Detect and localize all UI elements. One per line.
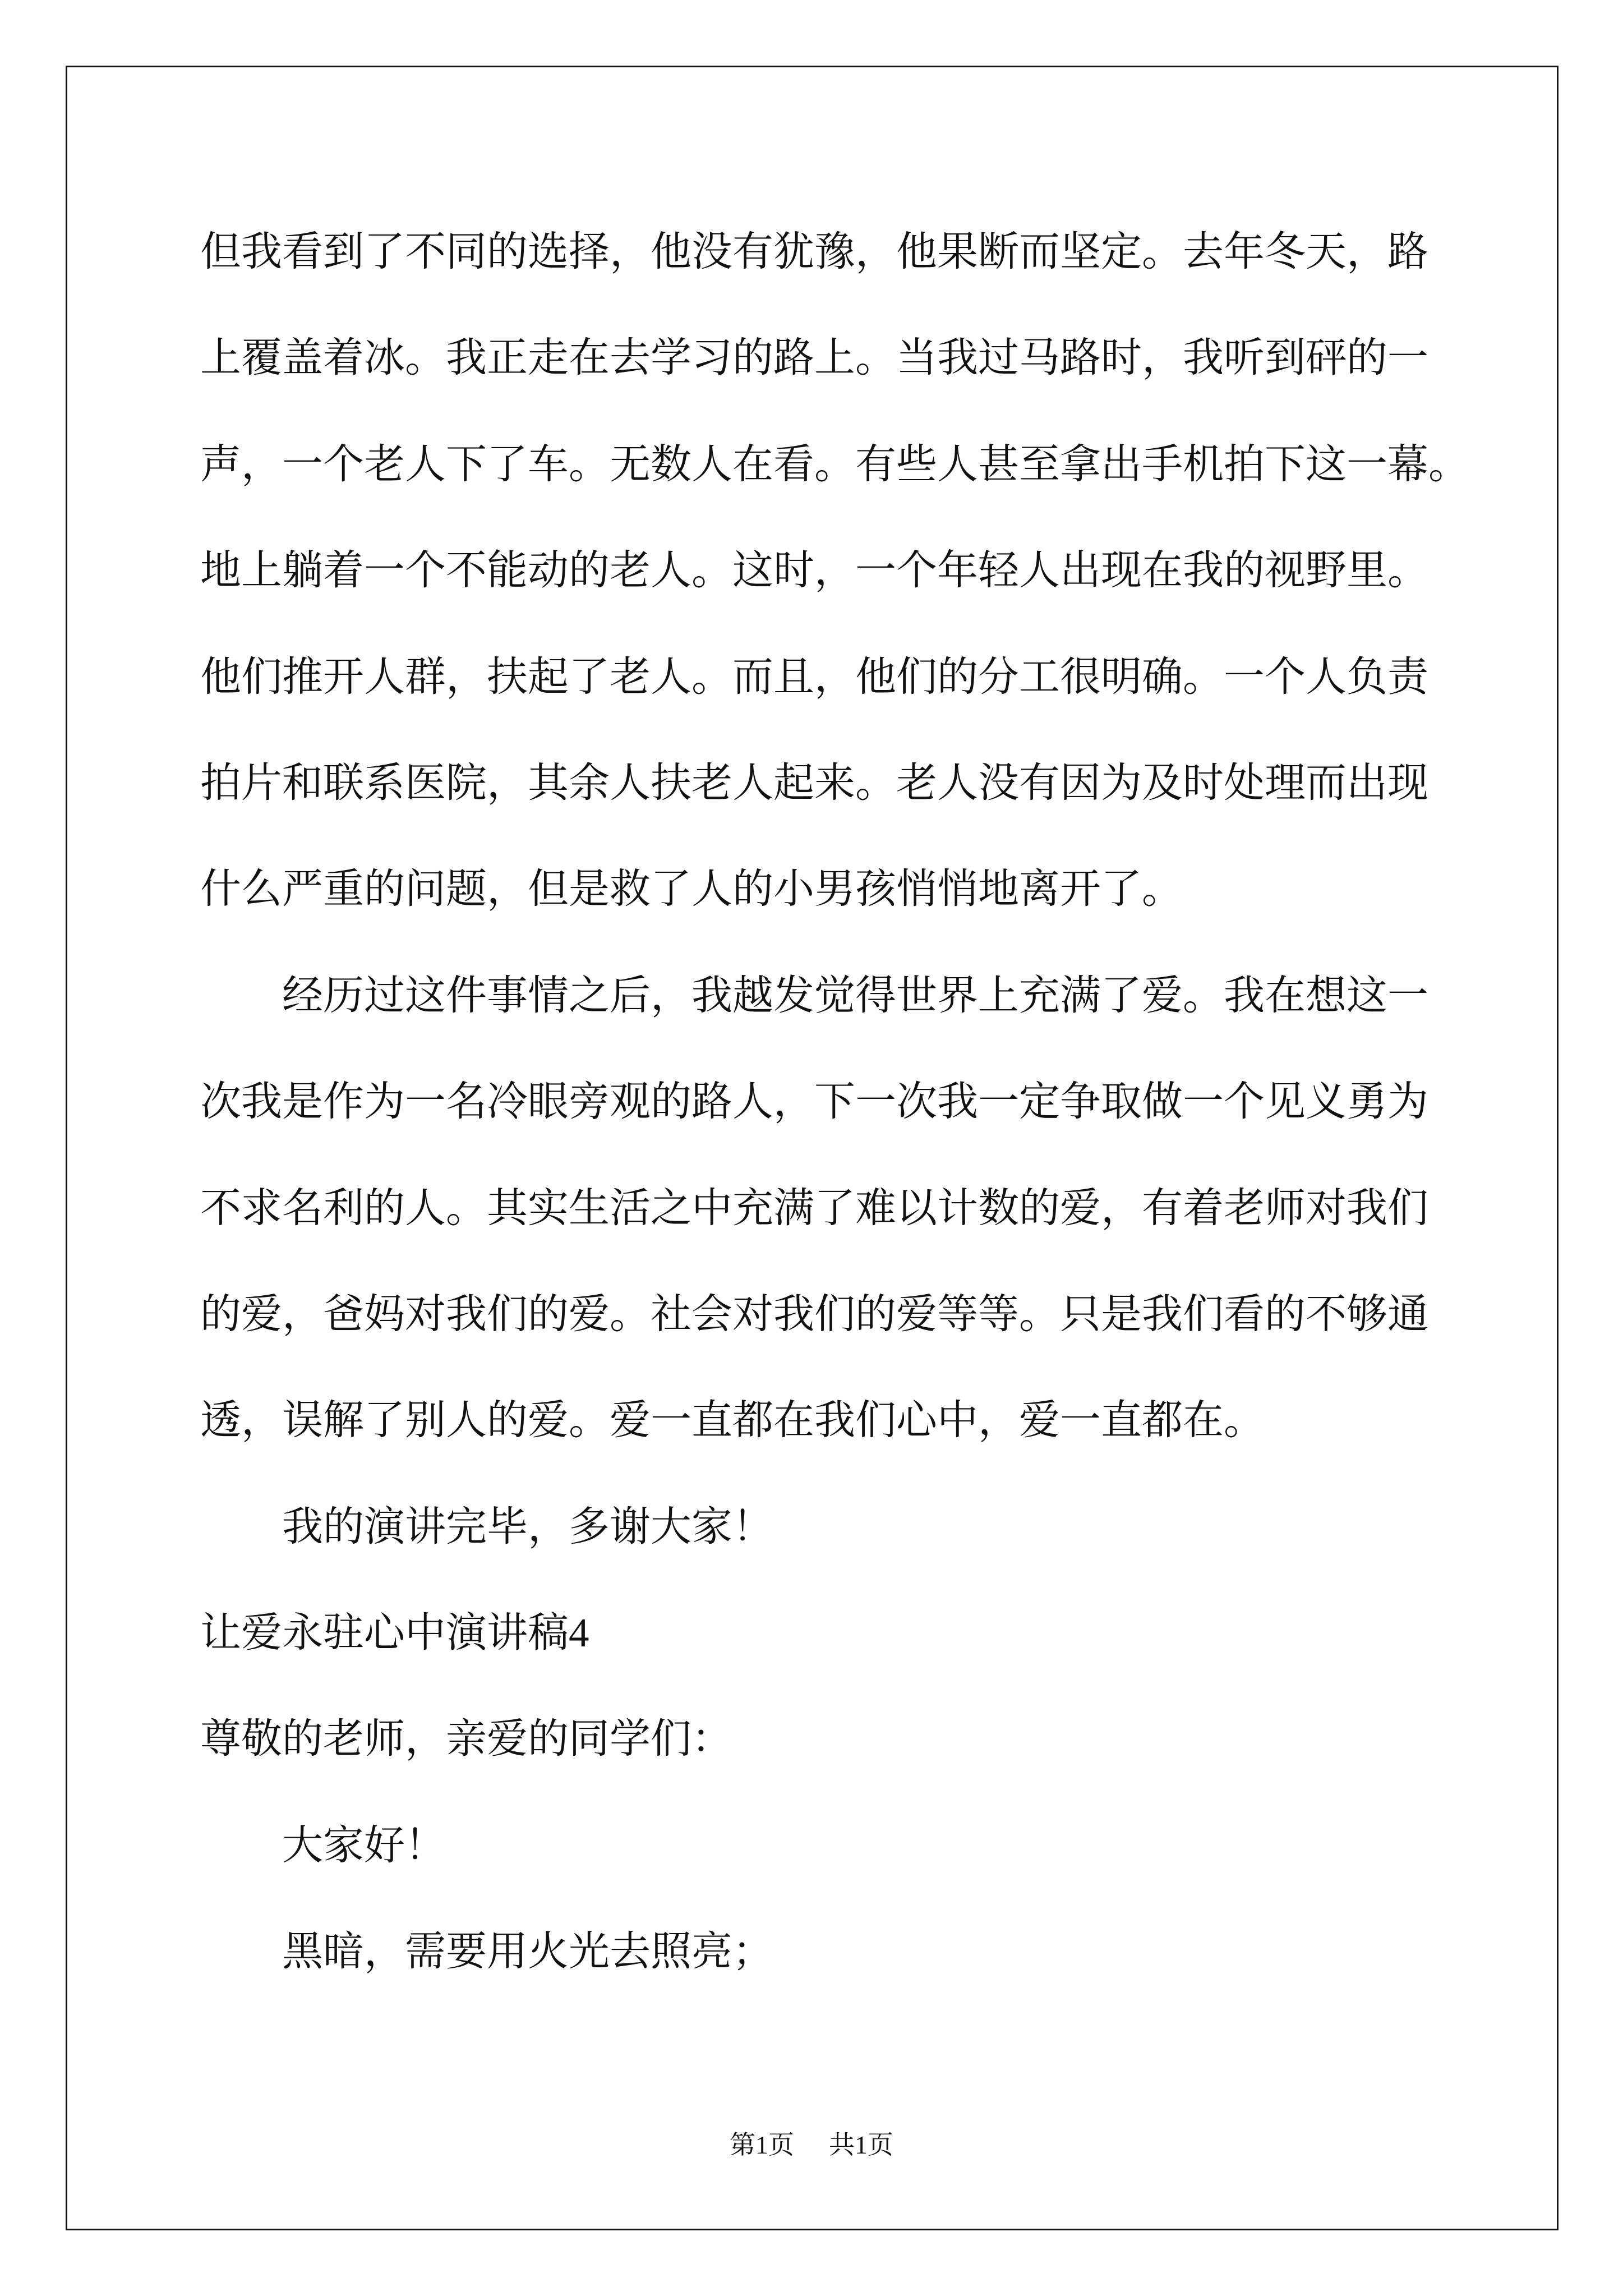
paragraph-line: 次我是作为一名冷眼旁观的路人，下一次我一定争取做一个见义勇为 [200,1079,1428,1125]
speech-title: 让爱永驻心中演讲稿4 [200,1610,589,1656]
page-number-total: 共1页 [829,2131,893,2159]
paragraph-line: 经历过这件事情之后，我越发觉得世界上充满了爱。我在想这一 [282,972,1428,1018]
paragraph-line: 但我看到了不同的选择，他没有犹豫，他果断而坚定。去年冬天，路 [200,229,1428,274]
opening-line: 黑暗，需要用火光去照亮； [282,1929,773,1975]
document-body [200,199,1507,2005]
paragraph-2 [200,942,1507,1474]
paragraph-line: 不求名利的人。其实生活之中充满了难以计数的爱，有着老师对我们 [200,1185,1428,1231]
paragraph-line: 什么严重的问题，但是救了人的小男孩悄悄地离开了。 [200,866,1183,912]
paragraph-line: 地上躺着一个不能动的老人。这时，一个年轻人出现在我的视野里。 [200,547,1428,593]
page-number-current: 第1页 [730,2131,794,2159]
salutation: 尊敬的老师，亲爱的同学们： [200,1716,732,1762]
paragraph-1 [200,199,1507,942]
paragraph-line: 上覆盖着冰。我正走在去学习的路上。当我过马路时，我听到砰的一 [200,335,1428,381]
paragraph-line: 声，一个老人下了车。无数人在看。有些人甚至拿出手机拍下这一幕。 [200,441,1469,487]
closing-line: 我的演讲完毕，多谢大家！ [282,1503,773,1549]
paragraph-line: 拍片和联系医院，其余人扶老人起来。老人没有因为及时处理而出现 [200,760,1428,806]
paragraph-line: 透，误解了别人的爱。爱一直都在我们心中，爱一直都在。 [200,1397,1265,1443]
page-footer [0,2129,1623,2161]
paragraph-line: 他们推开人群，扶起了老人。而且，他们的分工很明确。一个人负责 [200,654,1428,700]
greeting: 大家好！ [282,1822,446,1868]
paragraph-line: 的爱，爸妈对我们的爱。社会对我们的爱等等。只是我们看的不够通 [200,1291,1428,1337]
